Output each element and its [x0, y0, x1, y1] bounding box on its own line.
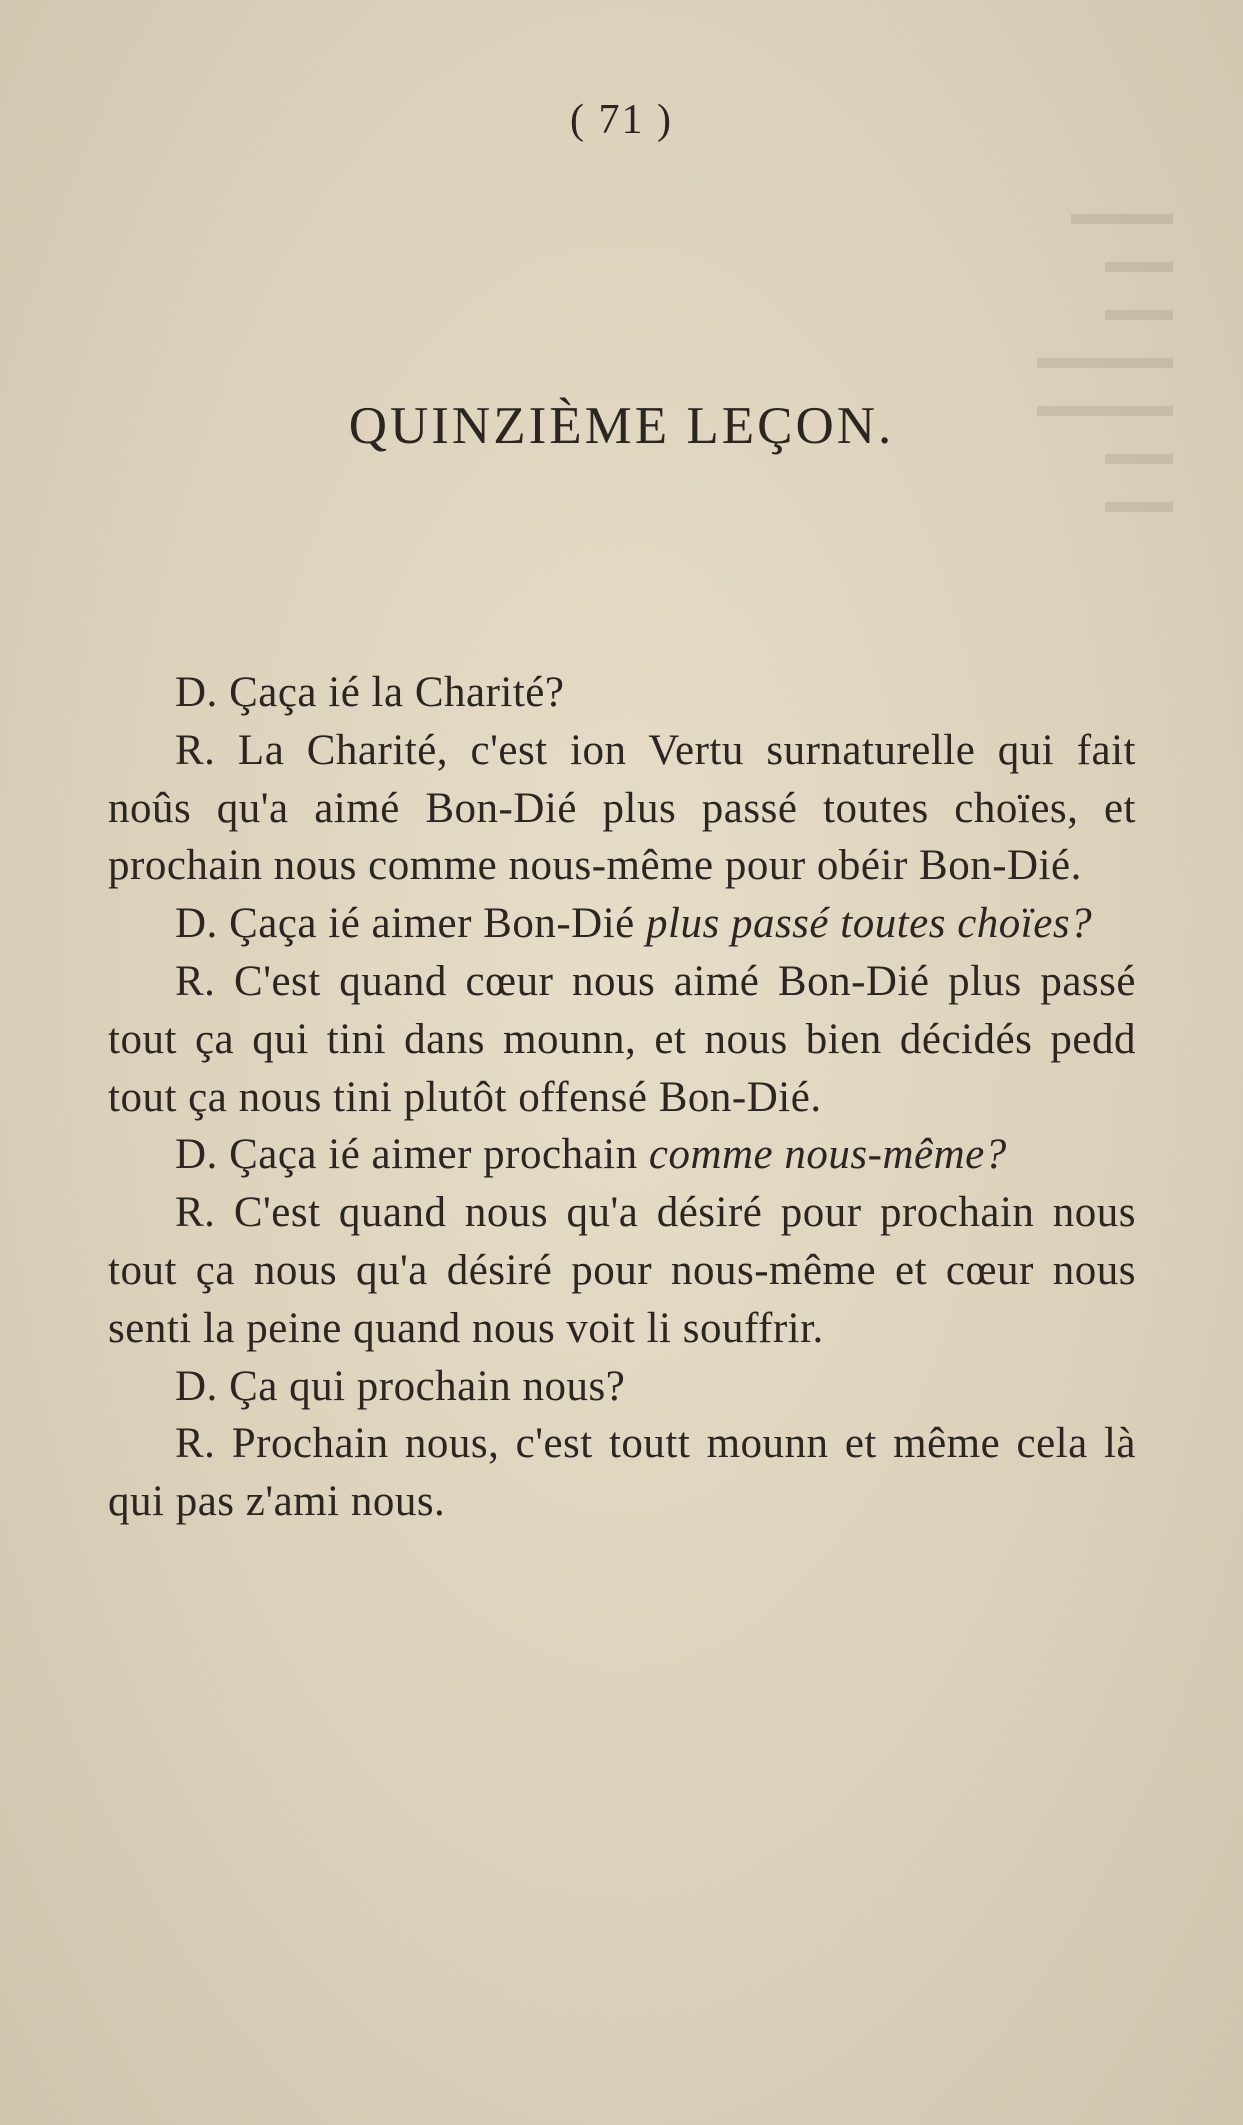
- answer-label: R.: [175, 1189, 216, 1237]
- paragraph-text: C'est quand nous qu'a désiré pour prochain nous tout ça nous qu'a désiré pour nous-même et cœur nous senti la peine quand nous voit li souffrir.: [108, 1189, 1137, 1352]
- answer-label: R.: [175, 957, 216, 1005]
- answer-paragraph: [108, 1184, 1136, 1357]
- paragraph-text: Çaça ié la Charité?: [229, 669, 565, 716]
- paragraph-text: Çaça ié aimer prochain: [229, 1131, 649, 1179]
- question-paragraph: [108, 895, 1136, 953]
- answer-paragraph: [108, 722, 1136, 895]
- answer-paragraph: [108, 1415, 1136, 1531]
- answer-paragraph: [108, 953, 1136, 1126]
- question-label: D.: [175, 900, 218, 948]
- italic-text: comme nous-même?: [648, 1131, 1007, 1179]
- question-label: D.: [175, 1362, 218, 1410]
- paragraph-text: La Charité, c'est ion Vertu surnaturelle qui fait noûs qu'a aimé Bon-Dié plus passé toutes choïes, et prochain nous comme nous-même pour obéir Bon-Dié.: [108, 726, 1137, 890]
- paragraph-text: C'est quand cœur nous aimé Bon-Dié plus passé tout ça qui tini dans mounn, et nous bien décidés pedd tout ça nous tini plutôt offensé Bon-Dié.: [108, 957, 1136, 1121]
- lesson-title: QUINZIÈME LEÇON.: [348, 397, 895, 455]
- question-paragraph: [108, 664, 1136, 722]
- question-label: D.: [175, 669, 218, 716]
- answer-label: R.: [175, 1420, 216, 1468]
- page-number: ( 71 ): [570, 97, 673, 143]
- question-paragraph: [108, 1126, 1136, 1184]
- question-label: D.: [175, 1131, 218, 1179]
- paragraph-text: Prochain nous, c'est toutt mounn et même cela là qui pas z'ami nous.: [108, 1420, 1136, 1526]
- facing-page-bleed-through: ▬▬▬ ▬▬ ▬▬ ▬▬▬▬ ▬▬▬▬ ▬▬ ▬▬: [1037, 195, 1173, 520]
- catechism-dialogue: [108, 664, 1136, 1531]
- answer-label: R.: [175, 726, 216, 774]
- italic-text: plus passé toutes choïes?: [646, 900, 1093, 948]
- question-paragraph: [108, 1358, 1136, 1416]
- paragraph-text: Çaça ié aimer Bon-Dié: [229, 900, 647, 948]
- paragraph-text: Ça qui prochain nous?: [229, 1362, 626, 1410]
